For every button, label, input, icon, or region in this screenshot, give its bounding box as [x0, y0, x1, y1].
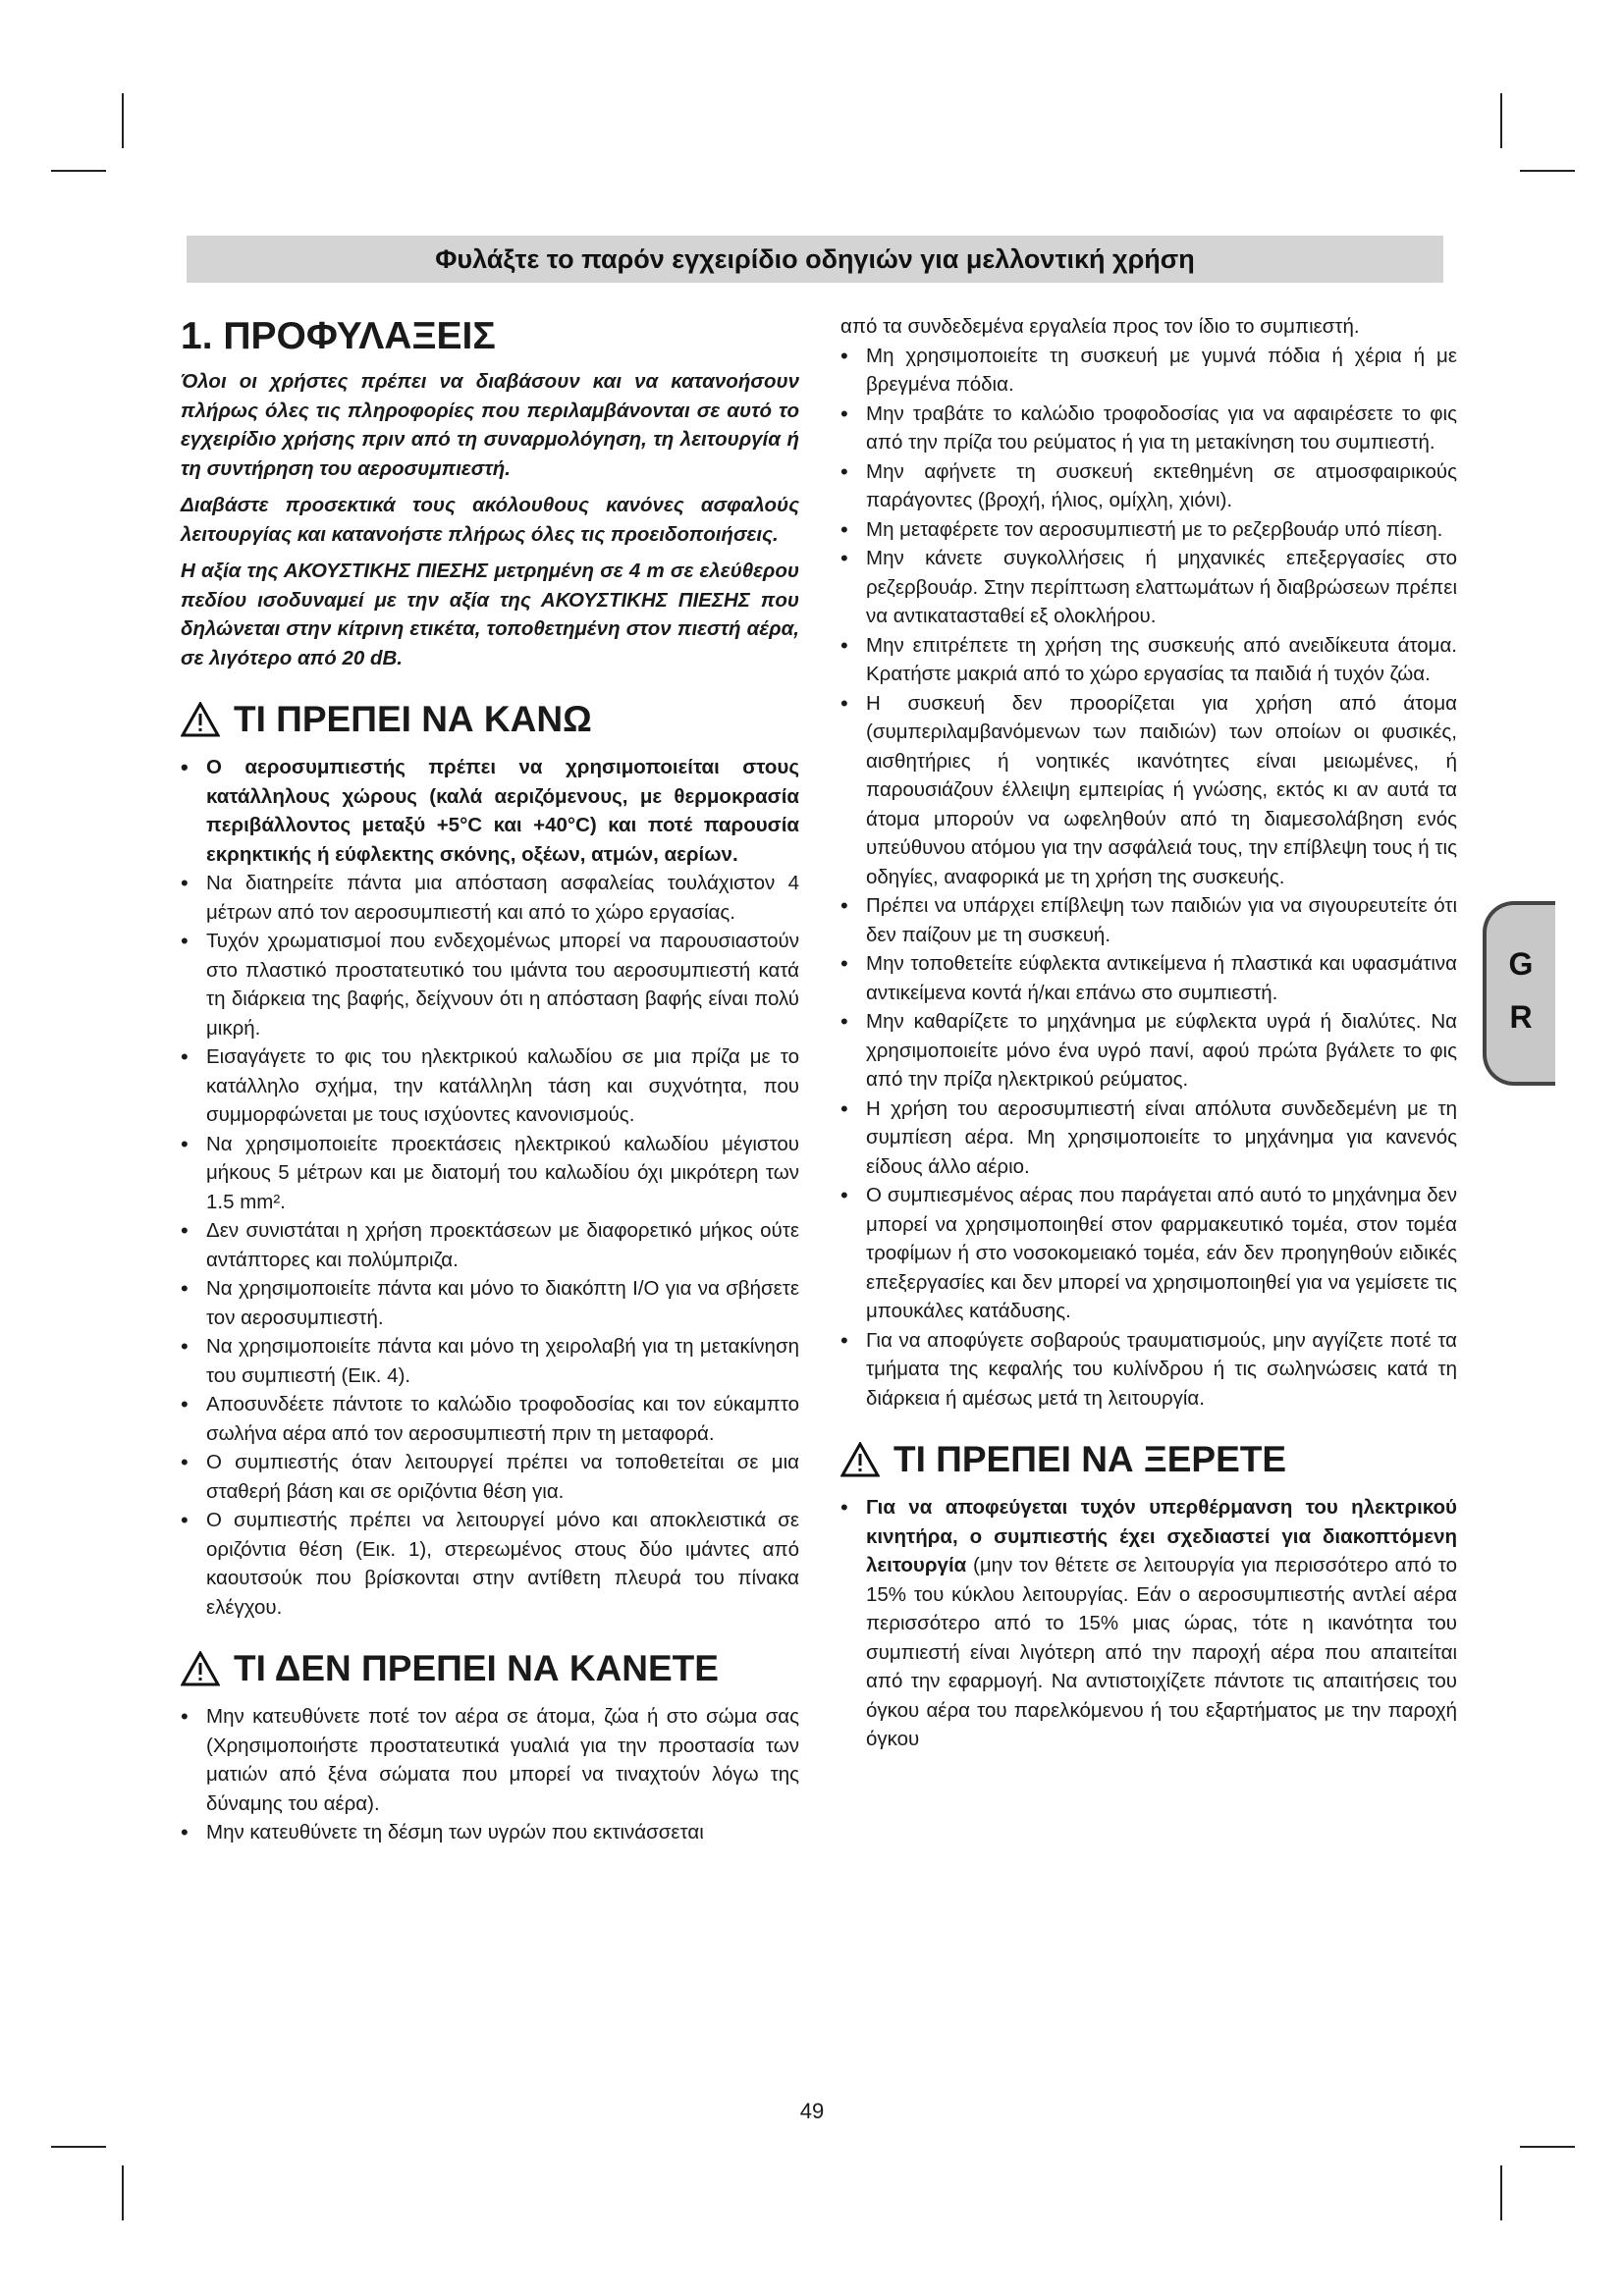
page-number: 49 [799, 2099, 825, 2123]
list-item [840, 1493, 1457, 1754]
must-know-title: ΤΙ ΠΡΕΠΕΙ ΝΑ ΞΕΡΕΤΕ [893, 1439, 1287, 1479]
must-do-title: ΤΙ ΠΡΕΠΕΙ ΝΑ ΚΑΝΩ [234, 699, 592, 739]
list-item: • Μη μεταφέρετε τον αεροσυμπιεστή με το ρεζερβουάρ υπό πίεση. [840, 515, 1457, 545]
crop-mark-tr-v [1500, 93, 1502, 148]
warning-icon [181, 702, 220, 737]
crop-mark-bl-h [51, 2146, 106, 2148]
section-title: 1. ΠΡΟΦΥΛΑΞΕΙΣ [181, 315, 496, 357]
list-item: • Μην τραβάτε το καλώδιο τροφοδοσίας για να αφαιρέσετε το φις από την πρίζα του ρεύματος ή για τη μετακίνηση του συμπιεστή. [840, 400, 1457, 457]
language-tab [1483, 901, 1555, 1086]
list-item: • Να χρησιμοποιείτε πάντα και μόνο τη χειρολαβή για τη μετακίνηση του συμπιεστή (Εικ. 4). [181, 1332, 799, 1390]
must-know-list [840, 1493, 1457, 1754]
continuation-text: από τα συνδεδεμένα εργαλεία προς τον ίδιο το συμπιεστή. [840, 315, 1360, 338]
language-tab-letter-1: G [1508, 946, 1534, 982]
list-item: • Μην επιτρέπετε τη χρήση της συσκευής από ανειδίκευτα άτομα. Κρατήστε μακριά από το χώρο εργασίας τα παιδιά ή τυχόν ζώα. [840, 631, 1457, 689]
intro-paragraph-3: Η αξία της ΑΚΟΥΣΤΙΚΗΣ ΠΙΕΣΗΣ μετρημένη σε 4 m σε ελεύθερου πεδίου ισοδυναμεί με την αξία της ΑΚΟΥΣΤΙΚΗΣ ΠΙΕΣΗΣ που δηλώνεται στην κίτρινη ετικέτα, τοποθετημένη στον πιεστή αέρα, σε λιγότερο από 20 dB. [181, 560, 799, 669]
must-know-heading [840, 1436, 1457, 1483]
crop-mark-tl-v [122, 93, 124, 148]
crop-mark-tr-h [1520, 170, 1575, 172]
list-item: • Να χρησιμοποιείτε πάντα και μόνο το διακόπτη I/O για να σβήσετε τον αεροσυμπιεστή. [181, 1274, 799, 1332]
language-tab-letter-2: R [1509, 999, 1533, 1035]
list-item: • Αποσυνδέετε πάντοτε το καλώδιο τροφοδοσίας και τον εύκαμπτο σωλήνα αέρα από τον αεροσυμπιεστή πριν τη μεταφορά. [181, 1390, 799, 1448]
warning-icon [181, 1651, 220, 1686]
crop-mark-bl-v [122, 2165, 124, 2220]
list-item: • Τυχόν χρωματισμοί που ενδεχομένως μπορεί να παρουσιαστούν στο πλαστικό προστατευτικό του ιμάντα του αεροσυμπιεστή κατά τη διάρκεια της βαφής, δείχνουν ότι η απόσταση βαφής είναι πολύ μικρή. [181, 927, 799, 1042]
must-not-list-continued [840, 342, 1457, 1414]
list-item: • Πρέπει να υπάρχει επίβλεψη των παιδιών για να σιγουρευτείτε ότι δεν παίζουν με τη συσκευή. [840, 891, 1457, 949]
header-banner: Φυλάξτε το παρόν εγχειρίδιο οδηγιών για μελλοντική χρήση [187, 236, 1443, 283]
intro-paragraph-2: Διαβάστε προσεκτικά τους ακόλουθους κανόνες ασφαλούς λειτουργίας και κατανοήστε πλήρως όλες τις προειδοποιήσεις. [181, 494, 799, 546]
list-item: • Μην κατευθύνετε τη δέσμη των υγρών που εκτινάσσεται [181, 1818, 799, 1847]
list-item: • Μην αφήνετε τη συσκευή εκτεθημένη σε ατμοσφαιρικούς παράγοντες (βροχή, ήλιος, ομίχλη, χιόνι). [840, 457, 1457, 515]
list-item: • Εισαγάγετε το φις του ηλεκτρικού καλωδίου σε μια πρίζα με το κατάλληλο σχήμα, την κατάλληλη τάση και συχνότητα, που συμμορφώνεται με τους ισχύοντες κανονισμούς. [181, 1042, 799, 1130]
list-item: • Να διατηρείτε πάντα μια απόσταση ασφαλείας τουλάχιστον 4 μέτρων από τον αεροσυμπιεστή και από το χώρο εργασίας. [181, 869, 799, 927]
list-item: • Μην τοποθετείτε εύφλεκτα αντικείμενα ή πλαστικά και υφασμάτινα αντικείμενα κοντά ή/και επάνω στο συμπιεστή. [840, 949, 1457, 1007]
list-item-bold-part: Για να αποφεύγεται τυχόν υπερθέρμανση του ηλεκτρικού κινητήρα, ο συμπιεστής έχει σχεδιαστεί για διακοπτόμενη λειτουργία [866, 1496, 1457, 1576]
must-do-list [181, 753, 799, 1622]
list-item: • Μην κάνετε συγκολλήσεις ή μηχανικές επεξεργασίες στο ρεζερβουάρ. Στην περίπτωση ελαττωμάτων ή διαβρώσεων πρέπει να αντικατασταθεί εξ ολοκλήρου. [840, 544, 1457, 631]
list-item: • Η συσκευή δεν προορίζεται για χρήση από άτομα (συμπεριλαμβανόμενων των παιδιών) των οποίων οι φυσικές, αισθητήριες ή νοητικές ικανότητες είναι μειωμένες, ή παρουσιάζουν έλλειψη εμπειρίας ή γνώσης, εκτός κι αν αυτά τα άτομα μπορούν να ωφεληθούν από τη διαμεσολάβηση ενός υπεύθυνου ατόμου για την ασφάλειά τους, την επίβλεψη τους ή τις οδηγίες, αναφορικά με τη χρήση της συσκευής. [840, 689, 1457, 892]
list-item: • Η χρήση του αεροσυμπιεστή είναι απόλυτα συνδεδεμένη με τη συμπίεση αέρα. Μη χρησιμοποιείτε το μηχάνημα για κανενός είδους άλλο αέριο. [840, 1095, 1457, 1182]
list-item: • Μην καθαρίζετε το μηχάνημα με εύφλεκτα υγρά ή διαλύτες. Να χρησιμοποιείτε μόνο ένα υγρό πανί, αφού πρώτα βγάλετε το φις από την πρίζα ηλεκτρικού ρεύματος. [840, 1007, 1457, 1095]
must-not-title: ΤΙ ΔΕΝ ΠΡΕΠΕΙ ΝΑ ΚΑΝΕΤΕ [234, 1648, 719, 1688]
list-item: • Ο συμπιεσμένος αέρας που παράγεται από αυτό το μηχάνημα δεν μπορεί να χρησιμοποιηθεί στον φαρμακευτικό τομέα, στον τομέα τροφίμων ή στο νοσοκομειακό τομέα, εάν δεν προηγηθούν ειδικές επεξεργασίες και δεν μπορεί να χρησιμοποιηθεί για να γεμίσετε τις μπουκάλες κατάδυσης. [840, 1181, 1457, 1326]
list-item: • Να χρησιμοποιείτε προεκτάσεις ηλεκτρικού καλωδίου μέγιστου μήκους 5 μέτρων και με διατομή του καλωδίου όχι μικρότερη των 1.5 mm². [181, 1130, 799, 1217]
list-item: • Ο συμπιεστής όταν λειτουργεί πρέπει να τοποθετείται σε μια σταθερή βάση και σε οριζόντια θέση για. [181, 1448, 799, 1506]
warning-icon [840, 1442, 880, 1477]
list-item-rest: (μην τον θέτετε σε λειτουργία για περισσότερο από το 15% του κύκλου λειτουργίας. Εάν ο αεροσυμπιεστής αντλεί αέρα περισσότερο από το 15% μιας ώρας, τότε η ικανότητα του συμπιεστή είναι λιγότερη από την παροχή αέρα που απαιτείται από την εφαρμογή. Να αντιστοιχίζετε πάντοτε τις απαιτήσεις του όγκου αέρα του παρελκόμενου ή του εξαρτήματος με την παροχή όγκου [866, 1554, 1457, 1750]
crop-mark-br-h [1520, 2146, 1575, 2148]
crop-mark-tl-h [51, 170, 106, 172]
must-do-heading [181, 696, 799, 743]
list-item: • Μη χρησιμοποιείτε τη συσκευή με γυμνά πόδια ή χέρια ή με βρεγμένα πόδια. [840, 342, 1457, 400]
list-item: • Ο συμπιεστής πρέπει να λειτουργεί μόνο και αποκλειστικά σε οριζόντια θέση (Εικ. 1), στερεωμένος στους δύο ιμάντες από καουτσούκ που βρίσκονται στην αντίθετη πλευρά του πίνακα ελέγχου. [181, 1506, 799, 1622]
right-column [840, 312, 1457, 1754]
must-not-heading [181, 1645, 799, 1692]
list-item: • Μην κατευθύνετε ποτέ τον αέρα σε άτομα, ζώα ή στο σώμα σας (Χρησιμοποιήστε προστατευτικά γυαλιά για την προστασία των ματιών από ξένα σώματα που μπορεί να τιναχτούν λόγω της δύναμης του αέρα). [181, 1702, 799, 1818]
list-item: • Για να αποφύγετε σοβαρούς τραυματισμούς, μην αγγίζετε ποτέ τα τμήματα της κεφαλής του κυλίνδρου ή τις σωληνώσεις κατά τη διάρκεια ή αμέσως μετά τη λειτουργία. [840, 1326, 1457, 1414]
left-column [181, 312, 799, 1847]
intro-paragraph-1: Όλοι οι χρήστες πρέπει να διαβάσουν και να κατανοήσουν πλήρως όλες τις πληροφορίες που περιλαμβάνονται σε αυτό το εγχειρίδιο χρήσης πριν από τη συναρμολόγηση, τη λειτουργία ή τη συντήρηση του αεροσυμπιεστή. [181, 370, 799, 480]
must-not-list [181, 1702, 799, 1847]
crop-mark-br-v [1500, 2165, 1502, 2220]
list-item: • Δεν συνιστάται η χρήση προεκτάσεων με διαφορετικό μήκος ούτε αντάπτορες και πολύμπριζα. [181, 1216, 799, 1274]
list-item: • Ο αεροσυμπιεστής πρέπει να χρησιμοποιείται στους κατάλληλους χώρους (καλά αεριζόμενους, με θερμοκρασία περιβάλλοντος μεταξύ +5°C και +40°C) και ποτέ παρουσία εκρηκτικής ή εύφλεκτης σκόνης, οξέων, ατμών, αερίων. [181, 753, 799, 869]
